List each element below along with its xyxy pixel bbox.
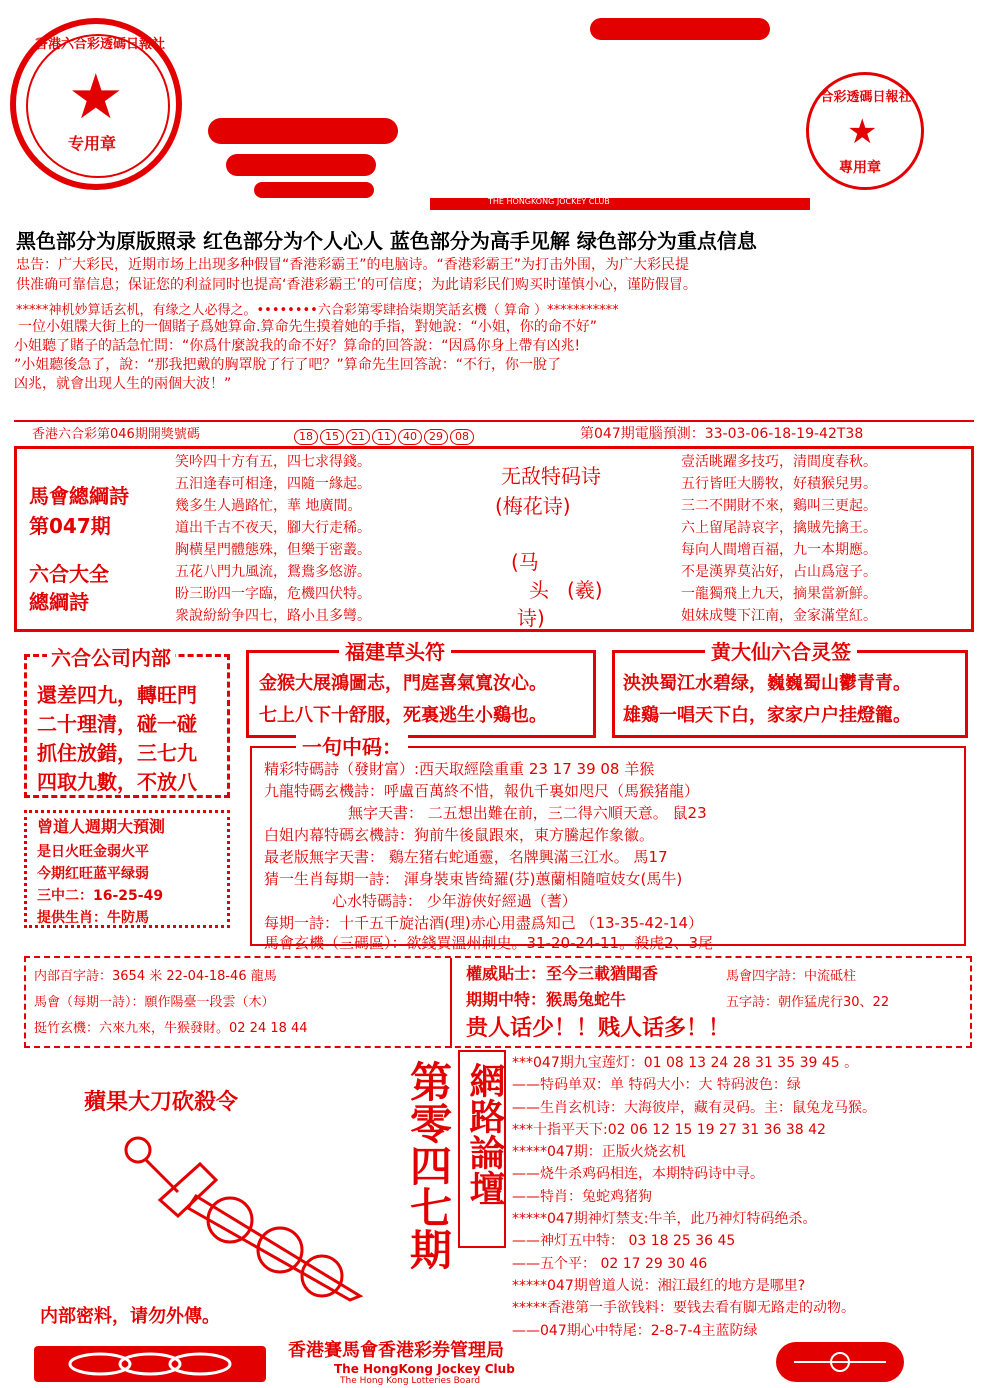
forum-line: *****047期：正版火烧玄机	[512, 1144, 686, 1161]
five-label: 五字詩：	[726, 995, 779, 1010]
poem-line: 每向人間增百福，九一本期應。	[681, 542, 877, 558]
wong-box	[612, 640, 968, 738]
zeng-line: 今期红旺蓝平绿弱	[37, 866, 149, 882]
four-label: 馬會四字詩：	[726, 969, 805, 984]
special-row	[466, 990, 626, 1010]
forum-line: ——神灯五中特： 03 18 25 36 45	[512, 1233, 736, 1250]
draw-label: 香港六合彩第046期開獎號碼	[32, 427, 200, 442]
mid-b: 头	[529, 578, 549, 602]
mid-title-1: 无敌特码诗	[501, 464, 601, 488]
poem-title-1: 馬會總綱詩	[29, 484, 129, 508]
inner-title: 六合公司内部	[47, 645, 175, 671]
poem-line: 不是漢界莫沾好，占山爲寇子。	[681, 564, 877, 580]
forum-line: *****香港第一手欲钱料：要钱去看有脚无路走的动物。	[512, 1300, 855, 1317]
ball: 40	[398, 429, 422, 445]
forum-title-2: 第零四七期	[404, 1060, 453, 1270]
yiju-line: 猜一生肖每期一詩： 渾身裝束皆绮羅(芬)蕙蘭相隨喧妓女(馬牛)	[264, 870, 683, 888]
ball: 29	[424, 429, 448, 445]
poem-line: 道出千古不夜天，腳大行走稀。	[175, 520, 371, 536]
wong-title: 黄大仙六合灵签	[705, 639, 857, 665]
poem-line: 六上留尾詩哀字，擒賊先擒王。	[681, 520, 877, 536]
poem-line: 胸横星門體態殊，但樂于密叢。	[175, 542, 371, 558]
footer-org-en2: The Hong Kong Lotteries Board	[340, 1376, 481, 1386]
sword-pommel	[126, 1138, 150, 1162]
four-row	[726, 968, 856, 985]
story-line: 小姐聽了賭子的話急忙問：“你爲什麼說我的命不好？算命的回答說：“因爲你身上帶有凶兆!	[14, 338, 581, 354]
stamp-right	[806, 72, 924, 190]
ball: 08	[450, 429, 474, 445]
story-title: *****神机妙算话玄机，有缘之人必得之。••••••••六合彩第零肆拾柒期笑話玄機（ 算命 ）***********	[16, 303, 619, 318]
ball: 21	[346, 429, 370, 445]
forum-line: *****047期曾道人说：湘江最红的地方是哪里?	[512, 1277, 806, 1294]
masthead-ribbon-3	[254, 182, 374, 198]
forum-line: ——特码单双：单 特码大小：大 特码波色：绿	[512, 1077, 801, 1094]
authority-text: 至今三載猶聞香	[546, 964, 659, 983]
special-label: 期期中特：	[466, 990, 547, 1009]
footer-org-en: The HongKong Jockey Club	[334, 1362, 515, 1376]
star-icon: ★	[847, 112, 878, 152]
special-text: 猴馬兔蛇牛	[546, 990, 627, 1009]
legend: 黑色部分为原版照录 红色部分为个人心人 蓝色部分为高手见解 绿色部分为重点信息	[16, 229, 757, 253]
stamp-right-sub: 專用章	[839, 160, 881, 176]
footer-right-emblem	[776, 1342, 904, 1382]
poem-line: 衆說紛紛争四七，路小且多彎。	[175, 608, 371, 624]
info-line: 挺竹玄機：六來九來，牛猴發財。02 24 18 44	[34, 1021, 308, 1036]
five-row	[726, 994, 889, 1011]
footer-left-emblem	[34, 1346, 266, 1382]
mid-a: (马	[511, 550, 539, 574]
wong-line: 雄鷄一唱天下白，家家户户挂燈籠。	[623, 705, 911, 726]
forum-line: ***十指平天下:02 06 12 15 19 27 31 36 38 42	[512, 1121, 826, 1138]
authority-row	[466, 964, 658, 984]
wong-line: 泱泱蜀江水碧绿，巍巍蜀山鬱青青。	[623, 673, 911, 694]
poem-line: 五行皆旺大勝牧，好積猴兒男。	[681, 476, 877, 492]
masthead-ribbon-1	[208, 118, 398, 144]
poem-title-4: 總綱詩	[29, 590, 89, 614]
forum-line: ——烧牛杀鸡码相连，本期特码诗中寻。	[512, 1166, 764, 1183]
inner-lines	[37, 681, 197, 797]
story-line: 一位小姐牒大街上的一個賭子爲她算命.算命先生摸着她的手指，對她說：“小姐，你的命不好”	[18, 319, 597, 335]
poem-box	[14, 446, 974, 632]
yiju-line: 白姐内幕特碼玄機詩：狗前牛後鼠跟來，東方騰起作象徽。	[264, 826, 655, 844]
ball: 18	[294, 429, 318, 445]
poem-line: 幾多生人過路忙，華 地廣間。	[175, 498, 362, 514]
draw-row	[14, 420, 974, 446]
fujian-title: 福建草头符	[339, 639, 451, 665]
yiju-line: 心水特碼詩： 少年游俠好經過（蓍）	[332, 892, 577, 910]
fujian-line: 七上八下十舒服，死裏逃生小鷄也。	[259, 705, 547, 726]
inner-line: 四取九數，不放八	[37, 770, 197, 794]
sword-icon	[126, 1138, 360, 1300]
forum-line: ——五个平： 02 17 29 30 46	[512, 1255, 708, 1272]
yiju-line: 九龍特碼玄機詩：呼盧百萬終不惜，報仇千裏如咫尺（馬猴猪龍）	[264, 782, 700, 800]
stamp-right-text: 合彩透碼日報社	[820, 90, 912, 105]
story-line: 凶兆，就會出现人生的兩個大波！”	[14, 376, 232, 392]
zeng-box	[24, 810, 230, 928]
notice-line-1: 忠告：广大彩民，近期市场上出现多种假冒“香港彩霸王”的电脑诗。“香港彩霸王”为打击外围，为广大彩民提	[16, 257, 690, 273]
emblem-icon	[34, 1346, 266, 1382]
notice-line-2: 供准确可靠信息；保证您的利益同时也提高‘香港彩霸王’的可信度；为此请彩民们购买时谨慎小心，谨防假冒。	[16, 277, 697, 293]
forum-title-box-1	[458, 1050, 506, 1248]
stamp-left-sub: 专用章	[68, 134, 117, 153]
poem-line: 五花八門九風流，鴛鴦多悠游。	[175, 564, 371, 580]
mid-c: 诗)	[517, 606, 545, 630]
masthead-ribbon-2	[226, 154, 376, 176]
poem-line: 姐妹成雙下江南，金家滿堂紅。	[681, 608, 877, 624]
masthead-top-bar	[590, 18, 770, 40]
five-text: 朝作猛虎行30、22	[778, 995, 890, 1010]
forum-title-1: 網路論壇	[464, 1062, 505, 1206]
poem-title-2: 第047期	[29, 514, 111, 538]
yiju-box	[250, 735, 966, 952]
yiju-line: 無字天書： 二五想出難在前，三二得六順天意。 鼠23	[348, 804, 707, 822]
forum-lines	[512, 1052, 876, 1342]
emblem-icon	[776, 1342, 904, 1382]
poem-left	[175, 451, 371, 627]
star-icon: ★	[68, 60, 124, 133]
slogan: 贵人话少！！贱人话多！！	[466, 1016, 731, 1041]
forum-line: ——047期心中特尾：2-8-7-4主蓝防绿	[512, 1322, 758, 1339]
fujian-box	[246, 640, 596, 738]
zeng-line: 三中二：16-25-49	[37, 888, 164, 904]
poem-line: 一龍獨飛上九天，摘果當新鮮。	[681, 586, 877, 602]
forum-line: ***047期九宝莲灯：01 08 13 24 28 31 35 39 45 。	[512, 1055, 859, 1071]
info-line: 馬會（每期一詩）：願作陽臺一段雲（木）	[34, 995, 275, 1010]
info-line: 内部百字詩：3654 米 22-04-18-46 龍馬	[34, 969, 277, 984]
info-divider	[450, 958, 452, 1048]
masthead-bottom-bar	[430, 198, 810, 210]
forum-line: *****047期神灯禁支:牛羊，此乃神灯特码绝杀。	[512, 1211, 817, 1228]
ball: 15	[320, 429, 344, 445]
ball: 11	[372, 429, 396, 445]
draw-forecast: 第047期電腦預測：33-03-06-18-19-42T38	[580, 426, 864, 442]
yiju-title: 一句中码：	[296, 734, 408, 760]
info-box	[24, 956, 972, 1048]
poem-right	[681, 451, 877, 627]
yiju-line: 每期一詩：十千五千旋沽酒(理)赤心用盡爲知己 （13-35-42-14）	[264, 914, 704, 932]
sword-coil-1	[208, 1198, 252, 1242]
inner-line: 還差四九，轉旺門	[37, 683, 197, 707]
yiju-line: 精彩特碼詩（發財富）:西天取經陰重重 23 17 39 08 羊猴	[264, 760, 655, 778]
zeng-line: 提供生肖：牛防馬	[37, 910, 149, 926]
sword-blade	[188, 1196, 360, 1300]
fujian-line: 金猴大展鴻圖志，門庭喜氣寬汝心。	[259, 673, 547, 694]
yiju-line: 馬會玄機（三碼區）：欲錢買溫州刺史。31-20-24-11。殺虎2、3尾	[264, 934, 714, 952]
apple-knife-title: 蘋果大刀砍殺令	[84, 1090, 239, 1115]
four-text: 中流砥柱	[804, 969, 857, 984]
story-box	[14, 318, 974, 404]
masthead-small: THE HONGKONG JOCKEY CLUB	[488, 197, 610, 206]
authority-label: 權威貼士：	[466, 964, 547, 983]
poem-line: 三二不開財不來，鷄叫三更起。	[681, 498, 877, 514]
stamp-left-text: 香港六合彩透碼日報社	[34, 37, 165, 52]
zeng-title: 曾道人週期大預測	[37, 817, 166, 836]
masthead-graphic	[200, 96, 420, 206]
inner-box	[24, 646, 230, 798]
poem-line: 盼三盼四一字臨，危機四伏特。	[175, 586, 371, 602]
poem-title-3: 六合大全	[29, 562, 109, 586]
yiju-line: 最老版無字天書： 鷄左猪右蛇通靈，名牌興滿三江水。 馬17	[264, 848, 668, 866]
secret-note: 内部密料，请勿外傳。	[40, 1306, 220, 1327]
story-line: ”小姐聽後急了，說：“那我把戴的胸罩脫了行了吧？”算命先生回答說：“不行，你一脫了	[14, 357, 562, 373]
sword-graphic	[60, 1120, 390, 1310]
poem-line: 壹活眺躍多技巧，清間度春秋。	[681, 454, 877, 470]
mid-title-2: (梅花诗)	[495, 494, 571, 518]
inner-line: 抓住放錯，三七九	[37, 741, 197, 765]
poem-line: 笑吟四十方有五，四七求得錢。	[175, 454, 371, 470]
footer-org-cn: 香港賽馬會香港彩券管理局	[288, 1340, 504, 1361]
inner-line: 二十理清，碰一碰	[37, 712, 197, 736]
stamp-left	[10, 18, 182, 190]
forum-line: ——特肖：兔蛇鸡猪狗	[512, 1188, 652, 1205]
zeng-line: 是日火旺金弱火平	[37, 844, 149, 860]
draw-balls	[294, 425, 476, 445]
mid-d: (羲)	[567, 578, 603, 602]
forum-line: ——生肖玄机诗：大海彼岸，藏有灵码。主：鼠兔龙马猴。	[512, 1099, 876, 1116]
poem-line: 五汨逢春可相逢，四隨一緣起。	[175, 476, 371, 492]
